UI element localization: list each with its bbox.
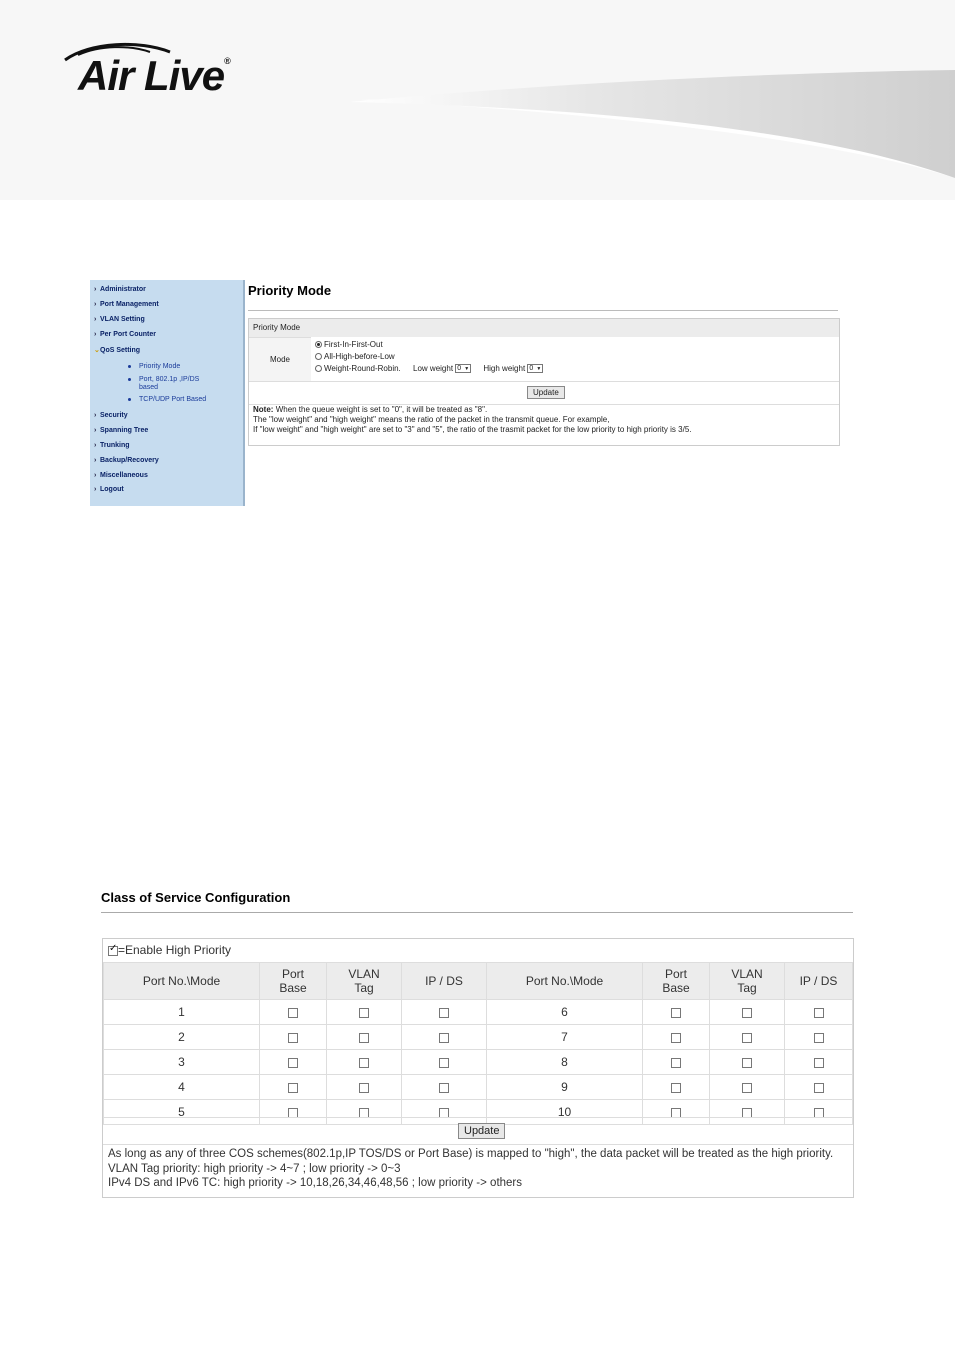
radio-icon [315,353,322,360]
arrow-right-icon: › [94,412,97,419]
table-row [104,1000,853,1025]
panel-header-label: Priority Mode [253,323,301,332]
arrow-right-icon: › [94,486,97,493]
bullet-icon [128,398,131,401]
ip-ds-checkbox[interactable] [814,1033,824,1043]
sidebar-item-port-management[interactable] [94,301,159,308]
logo-text: Air Live [78,52,225,99]
sidebar-item-vlan-setting[interactable] [94,316,145,323]
port-base-checkbox-cell [643,1025,710,1050]
sidebar-item-label: Logout [100,486,124,493]
sidebar-subitem-label: Priority Mode [139,363,181,370]
priority-mode-panel [248,318,840,446]
note-line: VLAN Tag priority: high priority -> 4~7 ; low priority -> 0~3 [108,1162,401,1175]
arrow-right-icon: › [94,301,97,308]
arrow-right-icon: › [94,316,97,323]
port-number: 10 [487,1100,643,1125]
sidebar-item-backup-recovery[interactable] [94,457,159,464]
table-row [104,1075,853,1100]
header-line: Port [281,967,304,981]
ip-ds-checkbox-cell [785,1025,853,1050]
port-number: 2 [104,1025,260,1050]
sidebar-item-label: Security [100,412,128,419]
port-base-checkbox[interactable] [671,1083,681,1093]
port-base-checkbox-cell [643,1000,710,1025]
sidebar-item-label: Port Management [100,301,159,308]
vlan-tag-checkbox[interactable] [742,1008,752,1018]
port-base-checkbox[interactable] [288,1058,298,1068]
port-number: 3 [104,1050,260,1075]
radio-selected-icon [315,341,322,348]
title-divider [101,912,853,913]
port-base-checkbox-cell [260,1025,327,1050]
cos-panel [102,938,854,1198]
sidebar-item-label: VLAN Setting [100,316,145,323]
sidebar-item-label: Trunking [100,442,130,449]
port-base-checkbox-cell [260,1000,327,1025]
note-line: As long as any of three COS schemes(802.1p,IP TOS/DS or Port Base) is mapped to "high", the data packet will be treated as the high priority. [108,1148,834,1160]
note-line: IPv4 DS and IPv6 TC: high priority -> 10,18,26,34,46,48,56 ; low priority -> others [108,1177,523,1189]
sidebar-subitem-label: TCP/UDP Port Based [139,396,207,403]
registered-mark: ® [224,56,230,66]
port-base-checkbox-cell [260,1075,327,1100]
cos-table [103,962,853,1125]
arrow-right-icon: › [94,331,97,338]
note-text [253,405,833,435]
ip-ds-checkbox-cell [785,1050,853,1075]
note-line: If "low weight" and "high weight" are set to "3" and "5", the ratio of the trasmit packet for the low priority to high priority is 3/5. [253,425,692,434]
sidebar-subitem-priority-mode[interactable] [128,363,180,370]
radio-all-high-before-low[interactable] [315,352,395,361]
col-port-base [643,963,710,1000]
radio-label: Weight-Round-Robin. [324,364,401,373]
vlan-tag-checkbox-cell [327,1025,402,1050]
note-line: The "low weight" and "high weight" means the ratio of the packet in the transmit queue. For example, [253,415,610,424]
ip-ds-checkbox[interactable] [439,1083,449,1093]
port-number: 1 [104,1000,260,1025]
low-weight-label: Low weight [413,364,454,373]
ip-ds-checkbox[interactable] [439,1058,449,1068]
radio-weight-round-robin[interactable] [315,364,543,373]
ip-ds-checkbox[interactable] [814,1083,824,1093]
ip-ds-checkbox-cell [402,1000,487,1025]
chevron-down-icon: ▼ [464,366,470,373]
update-row [249,381,839,405]
page-title: Priority Mode [248,283,332,298]
header-line: Port [664,967,687,981]
radio-icon [315,365,322,372]
select-value: 0 [457,365,462,373]
header-banner [0,0,955,200]
table-header-row [104,963,853,1000]
arrow-right-icon: › [94,427,97,434]
sidebar-item-trunking[interactable] [94,442,130,449]
port-base-checkbox[interactable] [671,1033,681,1043]
vlan-tag-checkbox[interactable] [359,1033,369,1043]
port-base-checkbox[interactable] [288,1033,298,1043]
arrow-right-icon: › [94,286,97,293]
sidebar-item-spanning-tree[interactable] [94,427,148,434]
cos-note [108,1147,850,1191]
header-line: Base [279,981,307,995]
table-row [104,1050,853,1075]
port-base-checkbox[interactable] [671,1008,681,1018]
sidebar-item-label: Per Port Counter [100,331,157,338]
vlan-tag-checkbox[interactable] [742,1083,752,1093]
sidebar-item-qos-setting[interactable] [94,346,140,354]
update-button[interactable]: Update [527,386,565,399]
header-line: VLAN [348,967,380,981]
header-line: VLAN [731,967,763,981]
col-ip-ds: IP / DS [785,963,853,1000]
panel-header [249,319,839,337]
port-number: 8 [487,1050,643,1075]
vlan-tag-checkbox[interactable] [742,1033,752,1043]
vlan-tag-checkbox-cell [710,1025,785,1050]
ip-ds-checkbox[interactable] [814,1008,824,1018]
port-base-checkbox-cell [260,1050,327,1075]
sidebar-item-label: Spanning Tree [100,427,149,434]
port-number: 7 [487,1025,643,1050]
cos-title: Class of Service Configuration [101,890,291,905]
ip-ds-checkbox[interactable] [439,1008,449,1018]
sidebar-subitem-label: Port, 802.1p ,IP/DS [139,376,200,383]
vlan-tag-checkbox-cell [710,1075,785,1100]
vlan-tag-checkbox[interactable] [359,1008,369,1018]
header-line: Tag [354,981,374,995]
port-base-checkbox[interactable] [671,1058,681,1068]
port-base-checkbox-cell [643,1075,710,1100]
ip-ds-checkbox-cell [402,1050,487,1075]
header-line: Base [662,981,690,995]
vlan-tag-checkbox[interactable] [742,1058,752,1068]
select-value: 0 [529,365,534,373]
sidebar-item-per-port-counter[interactable] [94,331,156,338]
port-base-checkbox-cell [643,1050,710,1075]
table-row [104,1025,853,1050]
col-port-base [260,963,327,1000]
enable-legend-label: =Enable High Priority [118,943,232,957]
chevron-down-icon: ▼ [536,366,542,373]
cos-table-body [104,1000,853,1125]
priority-mode-screenshot [90,280,840,508]
arrow-right-icon: › [94,442,97,449]
vlan-tag-checkbox-cell [710,1000,785,1025]
vlan-tag-checkbox[interactable] [359,1083,369,1093]
ip-ds-checkbox[interactable] [814,1058,824,1068]
port-number: 4 [104,1075,260,1100]
ip-ds-checkbox-cell [402,1075,487,1100]
port-base-checkbox[interactable] [288,1083,298,1093]
vlan-tag-checkbox-cell [327,1050,402,1075]
airlive-logo [78,52,230,100]
vlan-tag-checkbox-cell [327,1075,402,1100]
sidebar-item-miscellaneous[interactable] [94,472,148,479]
low-weight-select[interactable] [455,364,471,373]
sidebar-subitem-label: based [139,384,159,391]
bullet-icon [128,365,131,368]
note-line: When the queue weight is set to "0", it will be treated as "8". [275,405,488,414]
col-ip-ds: IP / DS [402,963,487,1000]
vlan-tag-checkbox[interactable] [359,1058,369,1068]
header-swoosh [0,0,955,200]
arrow-right-icon: › [94,472,97,479]
col-vlan-tag [710,963,785,1000]
high-weight-select[interactable] [527,364,543,373]
update-button[interactable]: Update [458,1123,505,1139]
port-number: 5 [104,1100,260,1125]
enable-legend [108,943,231,957]
sidebar-item-label: Miscellaneous [100,472,148,479]
sidebar-item-label: QoS Setting [100,347,141,354]
radio-label: First-In-First-Out [324,340,383,349]
ip-ds-checkbox-cell [402,1025,487,1050]
sidebar-item-label: Administrator [100,286,146,293]
arrow-right-icon: › [94,457,97,464]
sidebar-item-label: Backup/Recovery [100,457,159,464]
radio-label: All-High-before-Low [324,352,395,361]
sidebar-subitem-tcp-udp[interactable] [128,396,206,403]
update-row [103,1117,853,1145]
sidebar-item-administrator[interactable] [94,286,146,293]
col-port-no: Port No.\Mode [487,963,643,1000]
ip-ds-checkbox-cell [785,1075,853,1100]
sidebar-item-security[interactable] [94,412,128,419]
col-vlan-tag [327,963,402,1000]
vlan-tag-checkbox-cell [710,1050,785,1075]
sidebar [90,280,245,506]
ip-ds-checkbox-cell [785,1000,853,1025]
sidebar-subitem-port-8021p-ipds[interactable] [128,376,199,383]
sidebar-subitem-label-cont [139,384,158,391]
header-line: Tag [737,981,757,995]
port-number: 9 [487,1075,643,1100]
port-base-checkbox[interactable] [288,1008,298,1018]
arrow-down-icon: ⌄ [94,347,100,354]
ip-ds-checkbox[interactable] [439,1033,449,1043]
note-label: Note: [253,405,274,414]
bullet-icon [128,378,131,381]
port-number: 6 [487,1000,643,1025]
high-weight-label: High weight [483,364,526,373]
col-port-no: Port No.\Mode [104,963,260,1000]
radio-fifo[interactable] [315,340,383,349]
checkbox-checked-icon [108,946,118,956]
vlan-tag-checkbox-cell [327,1000,402,1025]
title-divider [248,310,838,311]
sidebar-item-logout[interactable] [94,486,124,493]
mode-label: Mode [249,337,311,382]
